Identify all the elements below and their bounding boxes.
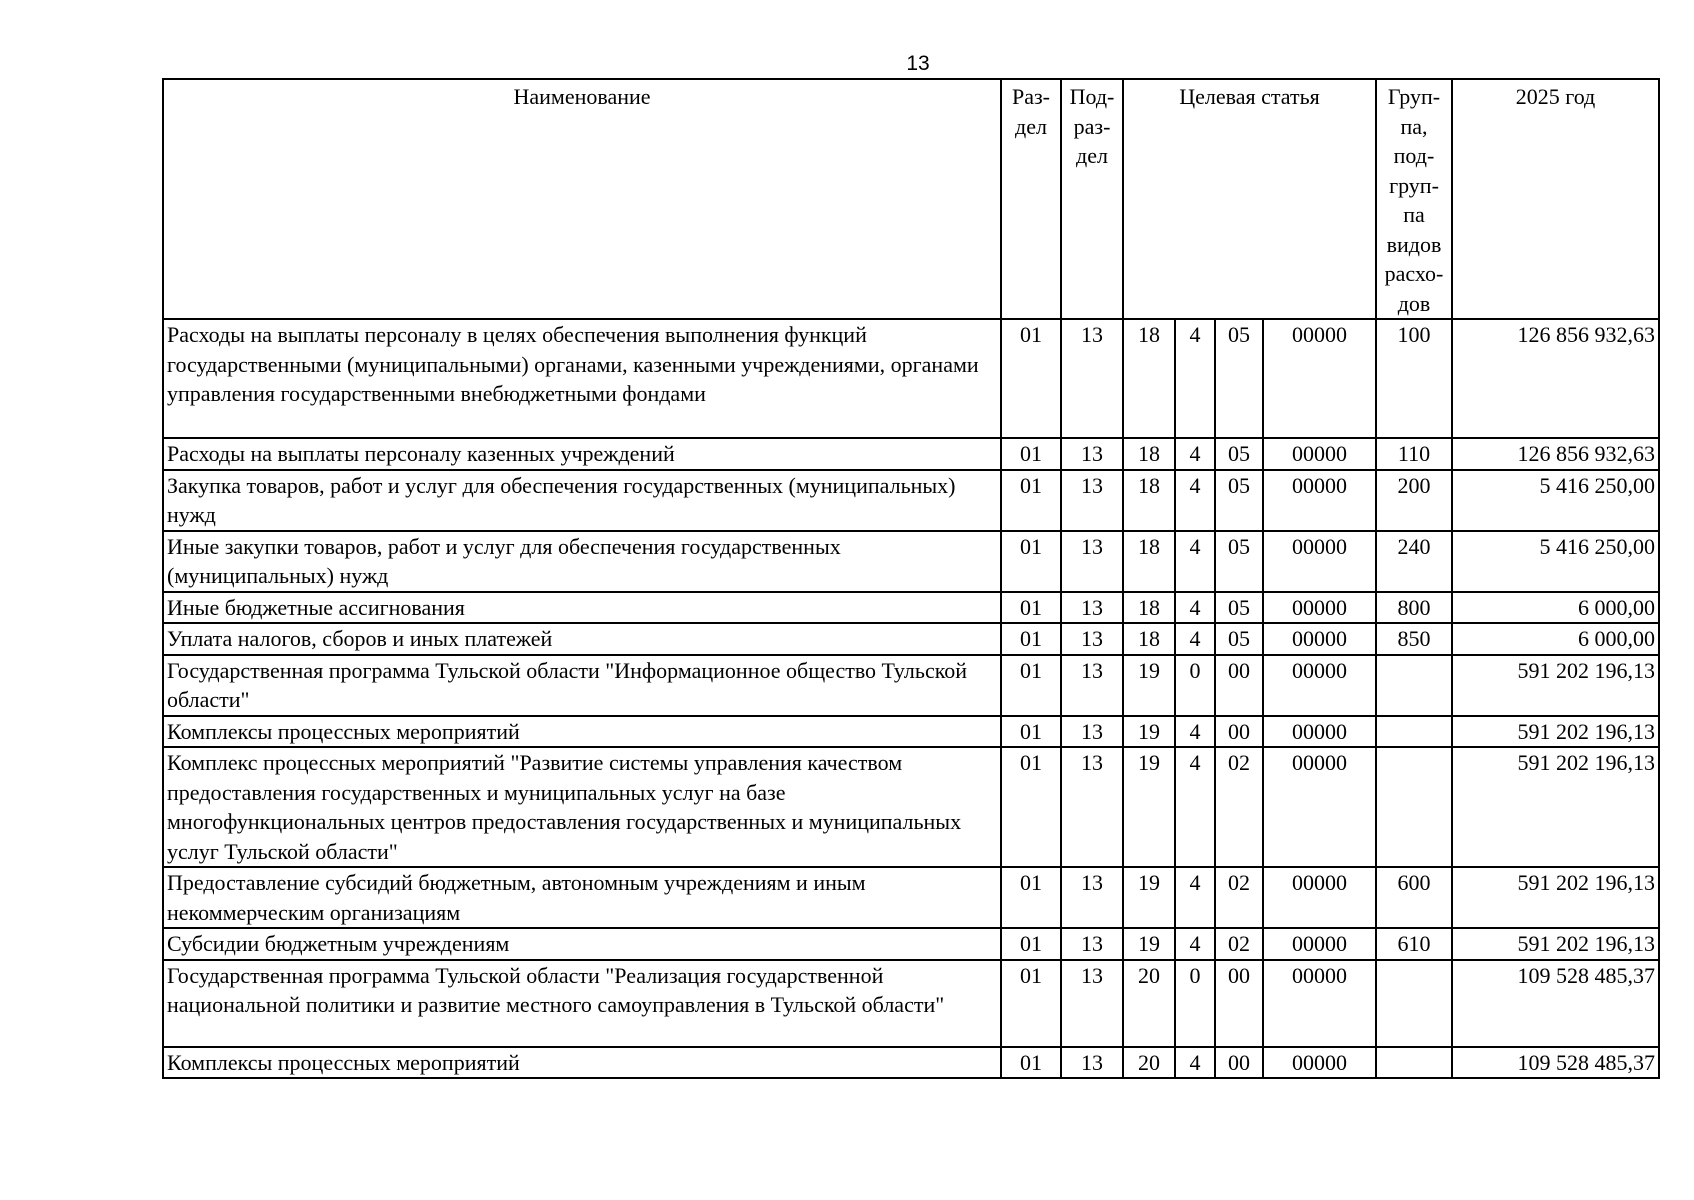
cell-target-program: 19 (1123, 655, 1175, 716)
cell-target-type: 4 (1175, 319, 1215, 438)
cell-razdel: 01 (1001, 592, 1061, 624)
cell-amount: 109 528 485,37 (1452, 1047, 1659, 1079)
cell-target-type: 4 (1175, 592, 1215, 624)
cell-name: Предоставление субсидий бюджетным, автономным учреждениям и иным некоммерческим организациям (163, 867, 1001, 928)
header-name: Наименование (163, 79, 1001, 319)
cell-podrazdel: 13 (1061, 1047, 1123, 1079)
cell-group (1376, 1047, 1452, 1079)
cell-razdel: 01 (1001, 1047, 1061, 1079)
cell-group: 800 (1376, 592, 1452, 624)
cell-group (1376, 716, 1452, 748)
cell-target-program: 18 (1123, 438, 1175, 470)
cell-target-subprogram: 05 (1215, 623, 1263, 655)
cell-target-subprogram: 02 (1215, 747, 1263, 867)
cell-target-subprogram: 05 (1215, 438, 1263, 470)
cell-razdel: 01 (1001, 470, 1061, 531)
cell-target-program: 19 (1123, 867, 1175, 928)
cell-target-type: 4 (1175, 1047, 1215, 1079)
cell-target-subprogram: 02 (1215, 867, 1263, 928)
cell-target-subprogram: 00 (1215, 960, 1263, 1047)
cell-target-direction: 00000 (1263, 319, 1376, 438)
table-row (163, 928, 1659, 960)
cell-target-subprogram: 05 (1215, 592, 1263, 624)
cell-group: 200 (1376, 470, 1452, 531)
cell-group: 850 (1376, 623, 1452, 655)
table-header (163, 79, 1659, 319)
cell-razdel: 01 (1001, 716, 1061, 748)
cell-target-program: 19 (1123, 716, 1175, 748)
cell-podrazdel: 13 (1061, 928, 1123, 960)
cell-name: Уплата налогов, сборов и иных платежей (163, 623, 1001, 655)
cell-target-direction: 00000 (1263, 867, 1376, 928)
cell-target-subprogram: 00 (1215, 716, 1263, 748)
cell-name: Расходы на выплаты персоналу в целях обеспечения выполнения функций государственными (муниципальными) органами, казенными учреждениями, органами управления государственными внебюджетными фондами (163, 319, 1001, 438)
table-row (163, 319, 1659, 438)
cell-name: Иные закупки товаров, работ и услуг для обеспечения государственных (муниципальных) нужд (163, 531, 1001, 592)
cell-amount: 126 856 932,63 (1452, 438, 1659, 470)
cell-podrazdel: 13 (1061, 531, 1123, 592)
cell-target-program: 19 (1123, 928, 1175, 960)
cell-target-direction: 00000 (1263, 623, 1376, 655)
cell-razdel: 01 (1001, 319, 1061, 438)
header-podrazdel: Под- раз- дел (1061, 79, 1123, 319)
cell-name: Комплексы процессных мероприятий (163, 1047, 1001, 1079)
cell-target-direction: 00000 (1263, 1047, 1376, 1079)
cell-amount: 5 416 250,00 (1452, 470, 1659, 531)
cell-razdel: 01 (1001, 655, 1061, 716)
cell-target-program: 18 (1123, 623, 1175, 655)
cell-target-type: 4 (1175, 716, 1215, 748)
cell-razdel: 01 (1001, 960, 1061, 1047)
cell-target-program: 18 (1123, 592, 1175, 624)
cell-podrazdel: 13 (1061, 867, 1123, 928)
cell-target-program: 18 (1123, 319, 1175, 438)
cell-name: Комплекс процессных мероприятий "Развитие системы управления качеством предоставления государственных и муниципальных услуг на базе многофункциональных центров предоставления государственных и муниципальных услуг Тульской области" (163, 747, 1001, 867)
table-row (163, 531, 1659, 592)
cell-amount: 126 856 932,63 (1452, 319, 1659, 438)
cell-name: Государственная программа Тульской области "Реализация государственной национальной политики и развитие местного самоуправления в Тульской области" (163, 960, 1001, 1047)
cell-amount: 6 000,00 (1452, 623, 1659, 655)
cell-target-type: 0 (1175, 960, 1215, 1047)
table-row (163, 655, 1659, 716)
cell-target-direction: 00000 (1263, 960, 1376, 1047)
cell-group: 600 (1376, 867, 1452, 928)
header-year: 2025 год (1452, 79, 1659, 319)
cell-group (1376, 747, 1452, 867)
table-row (163, 747, 1659, 867)
table-row (163, 623, 1659, 655)
cell-group: 610 (1376, 928, 1452, 960)
cell-target-type: 4 (1175, 531, 1215, 592)
cell-target-program: 18 (1123, 470, 1175, 531)
cell-razdel: 01 (1001, 438, 1061, 470)
cell-podrazdel: 13 (1061, 438, 1123, 470)
cell-amount: 591 202 196,13 (1452, 655, 1659, 716)
cell-target-subprogram: 05 (1215, 470, 1263, 531)
cell-target-program: 19 (1123, 747, 1175, 867)
cell-amount: 5 416 250,00 (1452, 531, 1659, 592)
header-group: Груп- па, под- груп- па видов расхо- дов (1376, 79, 1452, 319)
cell-podrazdel: 13 (1061, 319, 1123, 438)
cell-target-type: 0 (1175, 655, 1215, 716)
cell-target-direction: 00000 (1263, 438, 1376, 470)
cell-target-program: 20 (1123, 1047, 1175, 1079)
cell-group (1376, 960, 1452, 1047)
cell-podrazdel: 13 (1061, 623, 1123, 655)
cell-group: 240 (1376, 531, 1452, 592)
cell-target-type: 4 (1175, 867, 1215, 928)
table-row (163, 438, 1659, 470)
cell-target-subprogram: 02 (1215, 928, 1263, 960)
cell-target-subprogram: 05 (1215, 531, 1263, 592)
cell-name: Закупка товаров, работ и услуг для обеспечения государственных (муниципальных) нужд (163, 470, 1001, 531)
cell-group: 110 (1376, 438, 1452, 470)
cell-podrazdel: 13 (1061, 592, 1123, 624)
cell-razdel: 01 (1001, 531, 1061, 592)
cell-razdel: 01 (1001, 623, 1061, 655)
cell-target-direction: 00000 (1263, 655, 1376, 716)
cell-target-type: 4 (1175, 438, 1215, 470)
cell-target-program: 18 (1123, 531, 1175, 592)
cell-target-subprogram: 00 (1215, 655, 1263, 716)
cell-target-type: 4 (1175, 470, 1215, 531)
cell-razdel: 01 (1001, 747, 1061, 867)
cell-podrazdel: 13 (1061, 655, 1123, 716)
cell-target-direction: 00000 (1263, 928, 1376, 960)
cell-target-subprogram: 05 (1215, 319, 1263, 438)
cell-target-direction: 00000 (1263, 592, 1376, 624)
cell-name: Субсидии бюджетным учреждениям (163, 928, 1001, 960)
header-razdel: Раз- дел (1001, 79, 1061, 319)
cell-podrazdel: 13 (1061, 716, 1123, 748)
cell-podrazdel: 13 (1061, 747, 1123, 867)
cell-razdel: 01 (1001, 867, 1061, 928)
table-row (163, 1047, 1659, 1079)
page-number: 13 (906, 52, 930, 75)
header-target-article: Целевая статья (1123, 79, 1376, 319)
table-row (163, 867, 1659, 928)
cell-name: Комплексы процессных мероприятий (163, 716, 1001, 748)
cell-podrazdel: 13 (1061, 470, 1123, 531)
cell-target-subprogram: 00 (1215, 1047, 1263, 1079)
cell-target-direction: 00000 (1263, 531, 1376, 592)
cell-podrazdel: 13 (1061, 960, 1123, 1047)
table-row (163, 960, 1659, 1047)
cell-target-type: 4 (1175, 747, 1215, 867)
cell-target-type: 4 (1175, 928, 1215, 960)
cell-target-direction: 00000 (1263, 716, 1376, 748)
cell-amount: 109 528 485,37 (1452, 960, 1659, 1047)
cell-target-direction: 00000 (1263, 470, 1376, 531)
cell-name: Государственная программа Тульской области "Информационное общество Тульской области" (163, 655, 1001, 716)
cell-target-type: 4 (1175, 623, 1215, 655)
cell-amount: 591 202 196,13 (1452, 928, 1659, 960)
cell-amount: 591 202 196,13 (1452, 867, 1659, 928)
cell-target-program: 20 (1123, 960, 1175, 1047)
budget-table (162, 78, 1660, 1079)
cell-name: Иные бюджетные ассигнования (163, 592, 1001, 624)
cell-group: 100 (1376, 319, 1452, 438)
cell-amount: 591 202 196,13 (1452, 716, 1659, 748)
cell-amount: 6 000,00 (1452, 592, 1659, 624)
table-row (163, 470, 1659, 531)
table-row (163, 592, 1659, 624)
cell-razdel: 01 (1001, 928, 1061, 960)
table-row (163, 716, 1659, 748)
table-body (163, 319, 1659, 1078)
cell-group (1376, 655, 1452, 716)
cell-name: Расходы на выплаты персоналу казенных учреждений (163, 438, 1001, 470)
cell-amount: 591 202 196,13 (1452, 747, 1659, 867)
cell-target-direction: 00000 (1263, 747, 1376, 867)
